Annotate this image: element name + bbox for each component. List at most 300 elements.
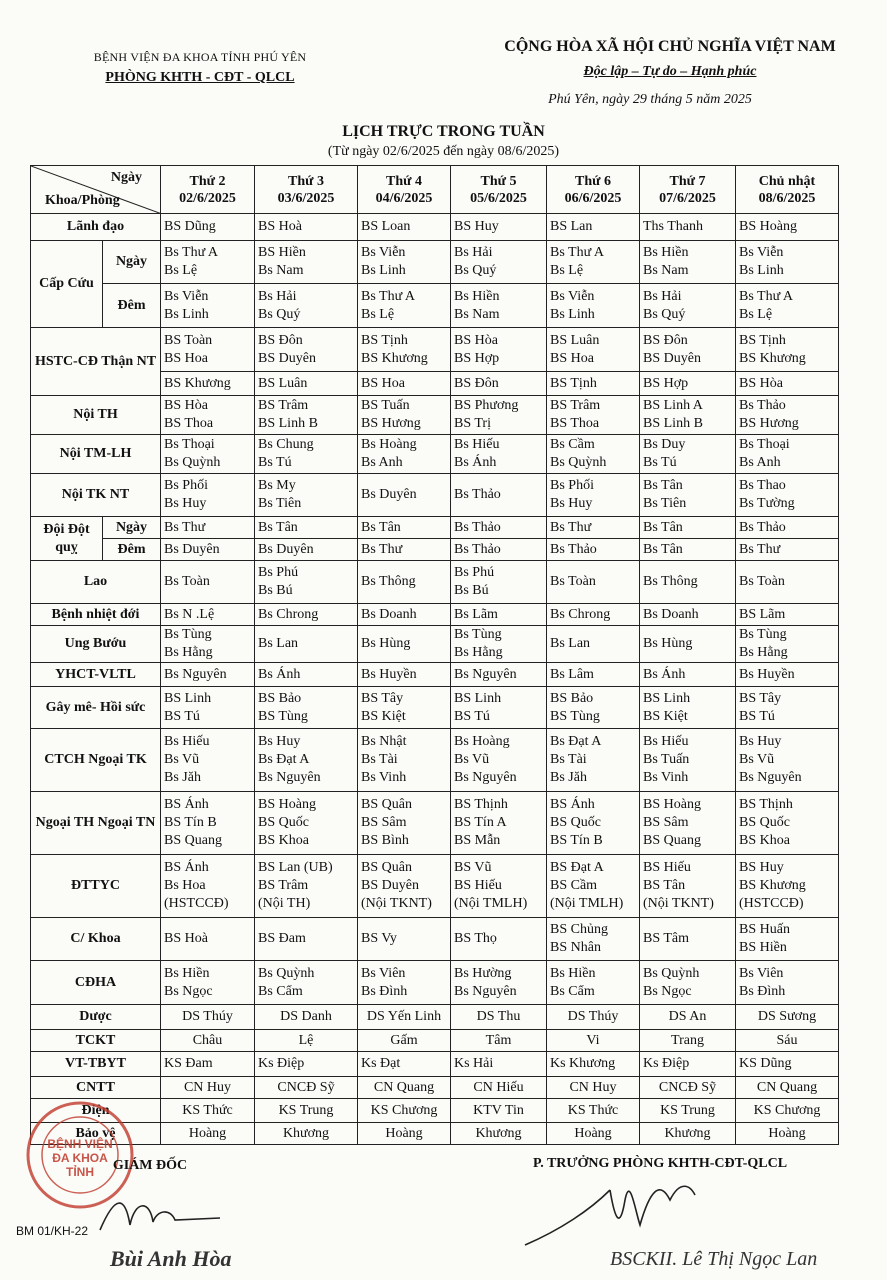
duty-cell [547, 961, 640, 1005]
duty-cell [736, 1052, 839, 1077]
duty-name: Bs Linh [739, 263, 784, 278]
duty-name: Bs Jăh [550, 770, 587, 785]
duty-name: BS Lan (UB) [258, 860, 333, 875]
duty-name: DS Danh [280, 1009, 332, 1024]
duty-name: Bs Ánh [454, 455, 497, 470]
duty-name: Bs Tùng [454, 627, 502, 642]
row-label: Bảo vệ [31, 1123, 161, 1145]
duty-cell [547, 687, 640, 729]
duty-name: Bs Jăh [164, 770, 201, 785]
duty-cell [640, 539, 736, 561]
duty-cell [640, 1005, 736, 1030]
duty-name: Bs Thao [739, 478, 786, 493]
duty-name: KS Dũng [739, 1056, 792, 1071]
duty-name: Bs Hoa [164, 878, 206, 893]
duty-cell [161, 1099, 255, 1123]
duty-cell [547, 1123, 640, 1145]
duty-cell [161, 1052, 255, 1077]
duty-name: Bs Huy [164, 496, 207, 511]
duty-name: BS Kiệt [361, 708, 406, 724]
duty-name: CNCĐ Sỹ [277, 1079, 335, 1095]
duty-name: Bs Doanh [361, 606, 417, 622]
duty-name: Bs Huyền [739, 666, 795, 682]
row-shift-label: Ngày [103, 517, 161, 539]
duty-name: Bs Hiền [643, 245, 689, 260]
duty-cell [358, 626, 451, 663]
duty-name: Bs Hùng [361, 636, 411, 651]
duty-name: Bs Viên [361, 965, 406, 981]
duty-name: BS Tâm [643, 931, 690, 946]
duty-name: Bs Linh [550, 306, 595, 322]
duty-name: Bs Ngọc [643, 983, 692, 999]
duty-name: BS Huy [739, 860, 784, 875]
document-title: LỊCH TRỰC TRONG TUẦN [342, 123, 545, 140]
duty-cell [358, 435, 451, 474]
day-name: Thứ 7 [669, 173, 706, 189]
duty-name: BS Hiếu [643, 860, 691, 875]
duty-name: Bs Hải [258, 288, 297, 304]
department-name: PHÒNG KHTH - CĐT - QLCL [105, 70, 295, 85]
duty-name: Bs Duyên [164, 541, 220, 557]
duty-cell [640, 561, 736, 604]
duty-cell [161, 214, 255, 241]
duty-name: BS Hòa [739, 375, 783, 391]
duty-name: BS Tú [454, 708, 490, 724]
duty-cell [161, 1077, 255, 1099]
duty-name: BS Linh A [643, 398, 703, 413]
duty-name: BS Hương [739, 416, 799, 431]
day-name: Thứ 4 [385, 173, 423, 189]
duty-name: (Nội TMLH) [454, 896, 528, 911]
duty-cell [451, 663, 547, 687]
duty-cell [547, 474, 640, 517]
corner-dept-label: Khoa/Phòng [45, 193, 120, 208]
duty-name: Bs Thông [643, 574, 698, 589]
row-label: Đội Đột quỵ [31, 517, 103, 561]
duty-cell [640, 517, 736, 539]
duty-cell [161, 396, 255, 435]
duty-cell [736, 918, 839, 961]
duty-cell [161, 855, 255, 918]
duty-name: BS Thoa [550, 416, 600, 431]
day-date: 06/6/2025 [564, 190, 622, 206]
duty-cell [161, 961, 255, 1005]
duty-cell [255, 792, 358, 855]
duty-name: Bs Hiếu [643, 734, 689, 749]
duty-cell [451, 1052, 547, 1077]
table-row [31, 396, 839, 435]
day-header [451, 166, 547, 214]
duty-cell [255, 626, 358, 663]
table-row [31, 961, 839, 1005]
row-label: CTCH Ngoại TK [31, 729, 161, 792]
duty-cell [736, 687, 839, 729]
duty-name: Bs Tùng [164, 627, 212, 642]
duty-cell [451, 626, 547, 663]
duty-name: BS Bình [361, 833, 409, 848]
duty-name: Bs Đạt A [258, 752, 310, 767]
table-row [31, 517, 839, 539]
duty-name: KS Thức [182, 1102, 233, 1118]
duty-name: BS Linh B [643, 416, 703, 431]
duty-name: KS Chương [753, 1102, 821, 1118]
duty-name: Tâm [485, 1032, 512, 1048]
row-label: TCKT [31, 1030, 161, 1052]
table-row [31, 474, 839, 517]
duty-cell [736, 1077, 839, 1099]
duty-name: (Nội TMLH) [550, 896, 624, 911]
corner-cell [31, 166, 161, 214]
duty-name: BS Tịnh [739, 332, 786, 348]
duty-name: DS Yến Linh [366, 1009, 442, 1024]
duty-cell [161, 604, 255, 626]
duty-name: BS Đam [258, 931, 306, 946]
duty-cell [640, 961, 736, 1005]
duty-cell [161, 284, 255, 328]
duty-name: Bs Quỳnh [164, 455, 221, 470]
duty-cell [255, 855, 358, 918]
duty-name: BS Cầm [550, 878, 598, 893]
duty-cell [161, 241, 255, 284]
duty-name: BS Luân [258, 375, 308, 391]
duty-cell [736, 241, 839, 284]
duty-cell [640, 241, 736, 284]
duty-name: Bs Hiền [454, 288, 500, 304]
duty-cell [451, 1030, 547, 1052]
nation-title: CỘNG HÒA XÃ HỘI CHỦ NGHĨA VIỆT NAM [504, 38, 836, 55]
duty-name: BS Tịnh [550, 375, 597, 391]
deputy-head-title: P. TRƯỞNG PHÒNG KHTH-CĐT-QLCL [532, 1156, 788, 1171]
duty-cell [358, 1005, 451, 1030]
duty-name: Bs Lâm [550, 666, 594, 682]
table-row [31, 1077, 839, 1099]
duty-name: Bs Tú [643, 455, 677, 470]
table-row [31, 561, 839, 604]
duty-cell [255, 539, 358, 561]
table-row [31, 214, 839, 241]
duty-name: Bs Bú [258, 583, 293, 598]
duty-name: Khương [664, 1125, 711, 1141]
table-row [31, 241, 839, 284]
duty-name: Bs Thông [361, 574, 416, 589]
duty-cell [640, 604, 736, 626]
duty-cell [547, 626, 640, 663]
duty-name: BS Hoa [164, 350, 208, 366]
day-date: 05/6/2025 [470, 190, 527, 206]
duty-name: BS Quân [361, 860, 412, 875]
duty-name: BS Hoàng [643, 797, 701, 812]
duty-name: Bs Lệ [739, 306, 773, 322]
duty-name: BS Phương [454, 398, 519, 413]
duty-name: Bs Viên [739, 965, 784, 981]
duty-cell [161, 539, 255, 561]
row-label: Bệnh nhiệt đới [31, 604, 161, 626]
duty-name: BS Thọ [454, 931, 497, 946]
duty-cell [451, 1077, 547, 1099]
duty-cell [451, 517, 547, 539]
duty-name: Bs Tú [258, 455, 292, 470]
duty-name: Bs Hoàng [361, 437, 417, 452]
duty-name: BS Trị [454, 416, 491, 431]
duty-cell [358, 855, 451, 918]
duty-cell [736, 372, 839, 396]
row-label: ĐTTYC [31, 855, 161, 918]
table-row [31, 687, 839, 729]
hospital-name: BỆNH VIỆN ĐA KHOA TỈNH PHÚ YÊN [93, 50, 307, 64]
duty-name: Bs Thoại [164, 437, 215, 452]
day-name: Thứ 3 [287, 173, 325, 189]
duty-name: BS Khương [164, 375, 231, 391]
duty-name: Bs Nam [454, 306, 500, 322]
duty-name: BS Hợp [454, 350, 500, 366]
duty-name: BS Hiền [739, 940, 787, 955]
row-label: Điện [31, 1099, 161, 1123]
duty-name: Bs Lãm [454, 606, 498, 622]
duty-cell [640, 372, 736, 396]
duty-name: Bs Thảo [454, 519, 501, 535]
duty-name: Bs Tài [361, 752, 398, 767]
duty-name: Bs Hằng [454, 645, 503, 660]
table-row [31, 1099, 839, 1123]
duty-cell [547, 435, 640, 474]
day-header [255, 166, 358, 214]
duty-cell [736, 474, 839, 517]
duty-cell [161, 1005, 255, 1030]
duty-cell [736, 396, 839, 435]
duty-cell [547, 284, 640, 328]
duty-name: Ks Đạt [361, 1056, 401, 1071]
row-shift-label: Ngày [103, 241, 161, 284]
duty-name: (HSTCCĐ) [739, 896, 804, 911]
duty-cell [736, 729, 839, 792]
duty-name: Ks Điệp [258, 1056, 305, 1071]
duty-name: Bs Huy [739, 734, 782, 749]
duty-name: BS Nhân [550, 940, 601, 955]
duty-name: BS Tịnh [361, 332, 408, 348]
duty-cell [547, 729, 640, 792]
duty-name: Bs Quý [258, 306, 301, 322]
duty-name: Bs Chrong [550, 606, 611, 622]
duty-cell [161, 729, 255, 792]
duty-name: Bs Viễn [550, 288, 595, 304]
table-row [31, 1052, 839, 1077]
duty-name: BS Ánh [164, 797, 209, 812]
duty-name: BS Trâm [258, 878, 309, 893]
duty-name: Bs Nguyên [454, 983, 517, 999]
row-label: Cấp Cứu [31, 241, 103, 328]
duty-cell [451, 1123, 547, 1145]
duty-cell [451, 792, 547, 855]
duty-name: BS Vy [361, 931, 397, 946]
duty-name: BS Toàn [164, 332, 213, 348]
duty-name: Bs Toàn [739, 574, 785, 589]
duty-cell [547, 1077, 640, 1099]
duty-name: BS Mẫn [454, 833, 501, 848]
duty-name: Bs Quỳnh [550, 455, 607, 470]
duty-name: Bs Nguyên [454, 666, 517, 682]
duty-schedule-table [30, 165, 839, 1145]
duty-name: BS Linh [643, 690, 691, 706]
day-header [640, 166, 736, 214]
duty-name: Hoàng [574, 1125, 612, 1141]
duty-name: BS Hoàng [739, 219, 797, 234]
day-header [547, 166, 640, 214]
duty-cell [736, 1099, 839, 1123]
duty-cell [547, 328, 640, 372]
duty-cell [547, 604, 640, 626]
duty-cell [547, 792, 640, 855]
duty-name: BS Vũ [454, 860, 492, 875]
duty-cell [255, 1005, 358, 1030]
duty-name: Bs Đạt A [550, 734, 602, 749]
duty-name: BS Khương [739, 350, 806, 366]
row-label: YHCT-VLTL [31, 663, 161, 687]
duty-name: Bs Doanh [643, 606, 699, 622]
duty-cell [358, 241, 451, 284]
duty-name: BS Hòa [454, 332, 498, 348]
duty-name: Bs Tiên [258, 496, 302, 511]
duty-name: Bs Quỳnh [258, 965, 315, 981]
duty-name: Ths Thanh [643, 219, 704, 234]
duty-cell [736, 517, 839, 539]
day-name: Chủ nhật [758, 173, 816, 189]
form-code: BM 01/KH-22 [16, 1224, 89, 1238]
duty-name: CNCĐ Sỹ [658, 1079, 717, 1095]
duty-name: Bs Tân [258, 519, 298, 535]
duty-name: Bs Phối [164, 478, 208, 493]
duty-name: BS Sâm [361, 815, 407, 830]
duty-name: BS Tùng [258, 708, 308, 724]
duty-name: Bs Tiên [643, 496, 687, 511]
duty-cell [255, 1052, 358, 1077]
duty-cell [640, 474, 736, 517]
duty-name: BS Quân [361, 797, 412, 812]
duty-name: BS Khoa [739, 833, 790, 848]
duty-name: Khương [475, 1125, 522, 1141]
duty-name: Bs Huyền [361, 666, 417, 682]
duty-cell [358, 918, 451, 961]
duty-cell [358, 663, 451, 687]
duty-name: Bs Tường [739, 496, 795, 511]
duty-name: Bs Quý [643, 306, 686, 322]
duty-name: BS Khương [361, 350, 428, 366]
day-date: 08/6/2025 [758, 190, 816, 206]
duty-name: Bs Vũ [454, 752, 490, 767]
svg-text:TỈNH: TỈNH [66, 1165, 94, 1179]
duty-name: Bs Hường [454, 965, 512, 981]
duty-cell [255, 517, 358, 539]
duty-name: Bs Hiếu [454, 437, 500, 452]
duty-name: Bs Linh [361, 263, 406, 278]
duty-cell [640, 1052, 736, 1077]
director-name: Bùi Anh Hòa [110, 1246, 232, 1271]
duty-name: BS Tuấn [361, 398, 410, 413]
duty-name: BS Lãm [739, 606, 786, 622]
duty-name: BS Thịnh [739, 797, 793, 812]
duty-cell [161, 918, 255, 961]
table-row [31, 539, 839, 561]
duty-cell [358, 792, 451, 855]
duty-cell [451, 729, 547, 792]
duty-name: (Nội TKNT) [361, 896, 432, 911]
duty-name: BS Sâm [643, 815, 689, 830]
duty-name: (Nội TH) [258, 896, 311, 911]
duty-cell [736, 1030, 839, 1052]
duty-name: BS Tín A [454, 815, 507, 830]
duty-name: Bs Nguyên [164, 666, 227, 682]
duty-cell [736, 561, 839, 604]
duty-cell [255, 918, 358, 961]
duty-name: BS Tú [164, 708, 200, 724]
duty-cell [161, 687, 255, 729]
row-label: Ngoại TH Ngoại TN [31, 792, 161, 855]
duty-name: Bs Thư [739, 541, 781, 557]
duty-name: BS Huấn [739, 922, 790, 937]
duty-name: BS Bảo [258, 690, 302, 706]
duty-cell [547, 1005, 640, 1030]
duty-cell [640, 396, 736, 435]
duty-name: BS Loan [361, 219, 411, 234]
duty-name: Hoàng [768, 1125, 806, 1141]
duty-name: Bs N .Lệ [164, 606, 215, 622]
duty-name: Bs Toàn [550, 574, 596, 589]
duty-name: BS Duyên [643, 350, 701, 366]
duty-name: BS Ánh [164, 860, 209, 875]
row-label: Dược [31, 1005, 161, 1030]
day-name: Thứ 6 [574, 173, 612, 189]
duty-name: BS Tây [361, 690, 404, 706]
duty-name: BS Lan [550, 219, 593, 234]
table-row [31, 1123, 839, 1145]
row-shift-label: Đêm [103, 539, 161, 561]
duty-name: BS Huy [454, 219, 499, 234]
duty-name: BS Quốc [258, 815, 309, 830]
duty-name: BS Tùng [550, 708, 600, 724]
duty-cell [358, 1030, 451, 1052]
duty-cell [161, 1123, 255, 1145]
duty-cell [358, 284, 451, 328]
duty-name: Bs Tân [643, 519, 683, 535]
svg-text:ĐA KHOA: ĐA KHOA [52, 1151, 108, 1165]
duty-name: Bs Tùng [739, 627, 787, 642]
duty-cell [736, 663, 839, 687]
table-row [31, 328, 839, 372]
duty-cell [547, 539, 640, 561]
duty-name: Bs Lan [550, 636, 591, 651]
duty-cell [736, 626, 839, 663]
table-row [31, 1005, 839, 1030]
duty-cell [640, 435, 736, 474]
duty-cell [161, 435, 255, 474]
duty-name: Bs Huy [550, 496, 593, 511]
duty-cell [255, 687, 358, 729]
duty-name: Bs Quý [454, 263, 497, 278]
duty-cell [547, 241, 640, 284]
duty-cell [547, 1052, 640, 1077]
duty-name: Bs Thảo [739, 519, 786, 535]
duty-name: Sáu [776, 1032, 798, 1048]
duty-name: Bs Thảo [550, 541, 597, 557]
deputy-signature [520, 1170, 720, 1255]
duty-cell [736, 284, 839, 328]
duty-name: BS Ánh [550, 797, 595, 812]
table-row [31, 626, 839, 663]
duty-cell [255, 1123, 358, 1145]
duty-cell [451, 474, 547, 517]
table-row [31, 918, 839, 961]
duty-name: BS Đôn [643, 332, 688, 348]
table-row [31, 284, 839, 328]
